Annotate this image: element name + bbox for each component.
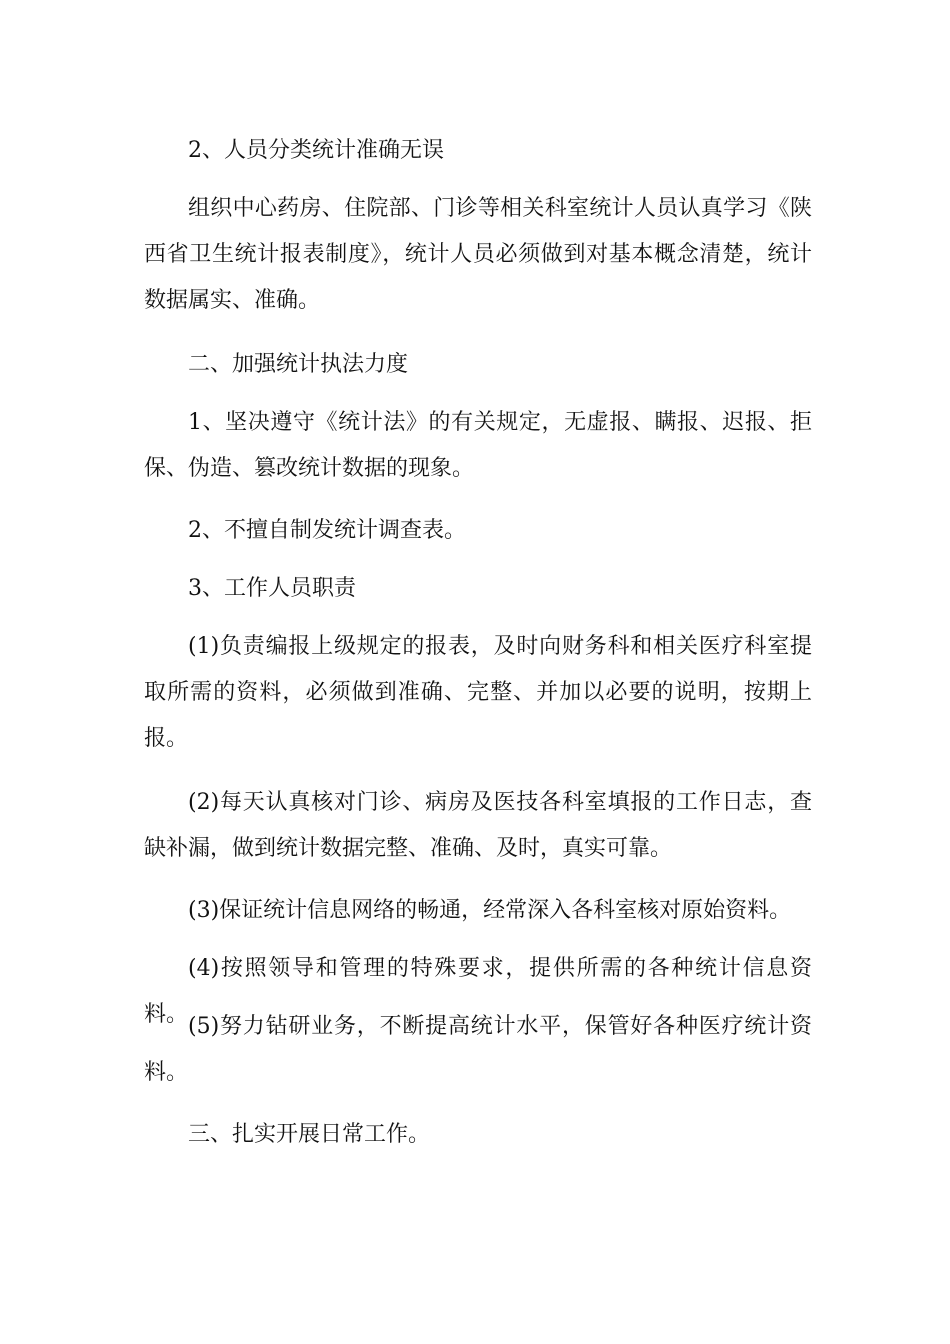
paragraph-11: (5)努力钻研业务，不断提高统计水平，保管好各种医疗统计资料。: [144, 1014, 812, 1085]
paragraph-10: (4)按照领导和管理的特殊要求，提供所需的各种统计信息资料。: [144, 956, 812, 1027]
paragraph-2: 组织中心药房、住院部、门诊等相关科室统计人员认真学习《陕西省卫生统计报表制度》，统计人员必须做到对基本概念清楚，统计数据属实、准确。: [144, 196, 812, 313]
paragraph-1: 2、人员分类统计准确无误: [188, 138, 444, 163]
paragraph-6: 3、工作人员职责: [188, 576, 356, 601]
paragraph-8: (2)每天认真核对门诊、病房及医技各科室填报的工作日志，查缺补漏，做到统计数据完整、准确、及时，真实可靠。: [144, 790, 812, 861]
paragraph-7: (1)负责编报上级规定的报表，及时向财务科和相关医疗科室提取所需的资料，必须做到准确、完整、并加以必要的说明，按期上报。: [144, 634, 812, 751]
paragraph-4: 1、坚决遵守《统计法》的有关规定，无虚报、瞒报、迟报、拒保、伪造、篡改统计数据的现象。: [144, 410, 812, 481]
paragraph-5: 2、不擅自制发统计调查表。: [188, 518, 466, 543]
paragraph-12: 三、扎实开展日常工作。: [188, 1122, 431, 1147]
paragraph-3: 二、加强统计执法力度: [188, 352, 409, 377]
paragraph-9: (3)保证统计信息网络的畅通，经常深入各科室核对原始资料。: [188, 898, 792, 923]
